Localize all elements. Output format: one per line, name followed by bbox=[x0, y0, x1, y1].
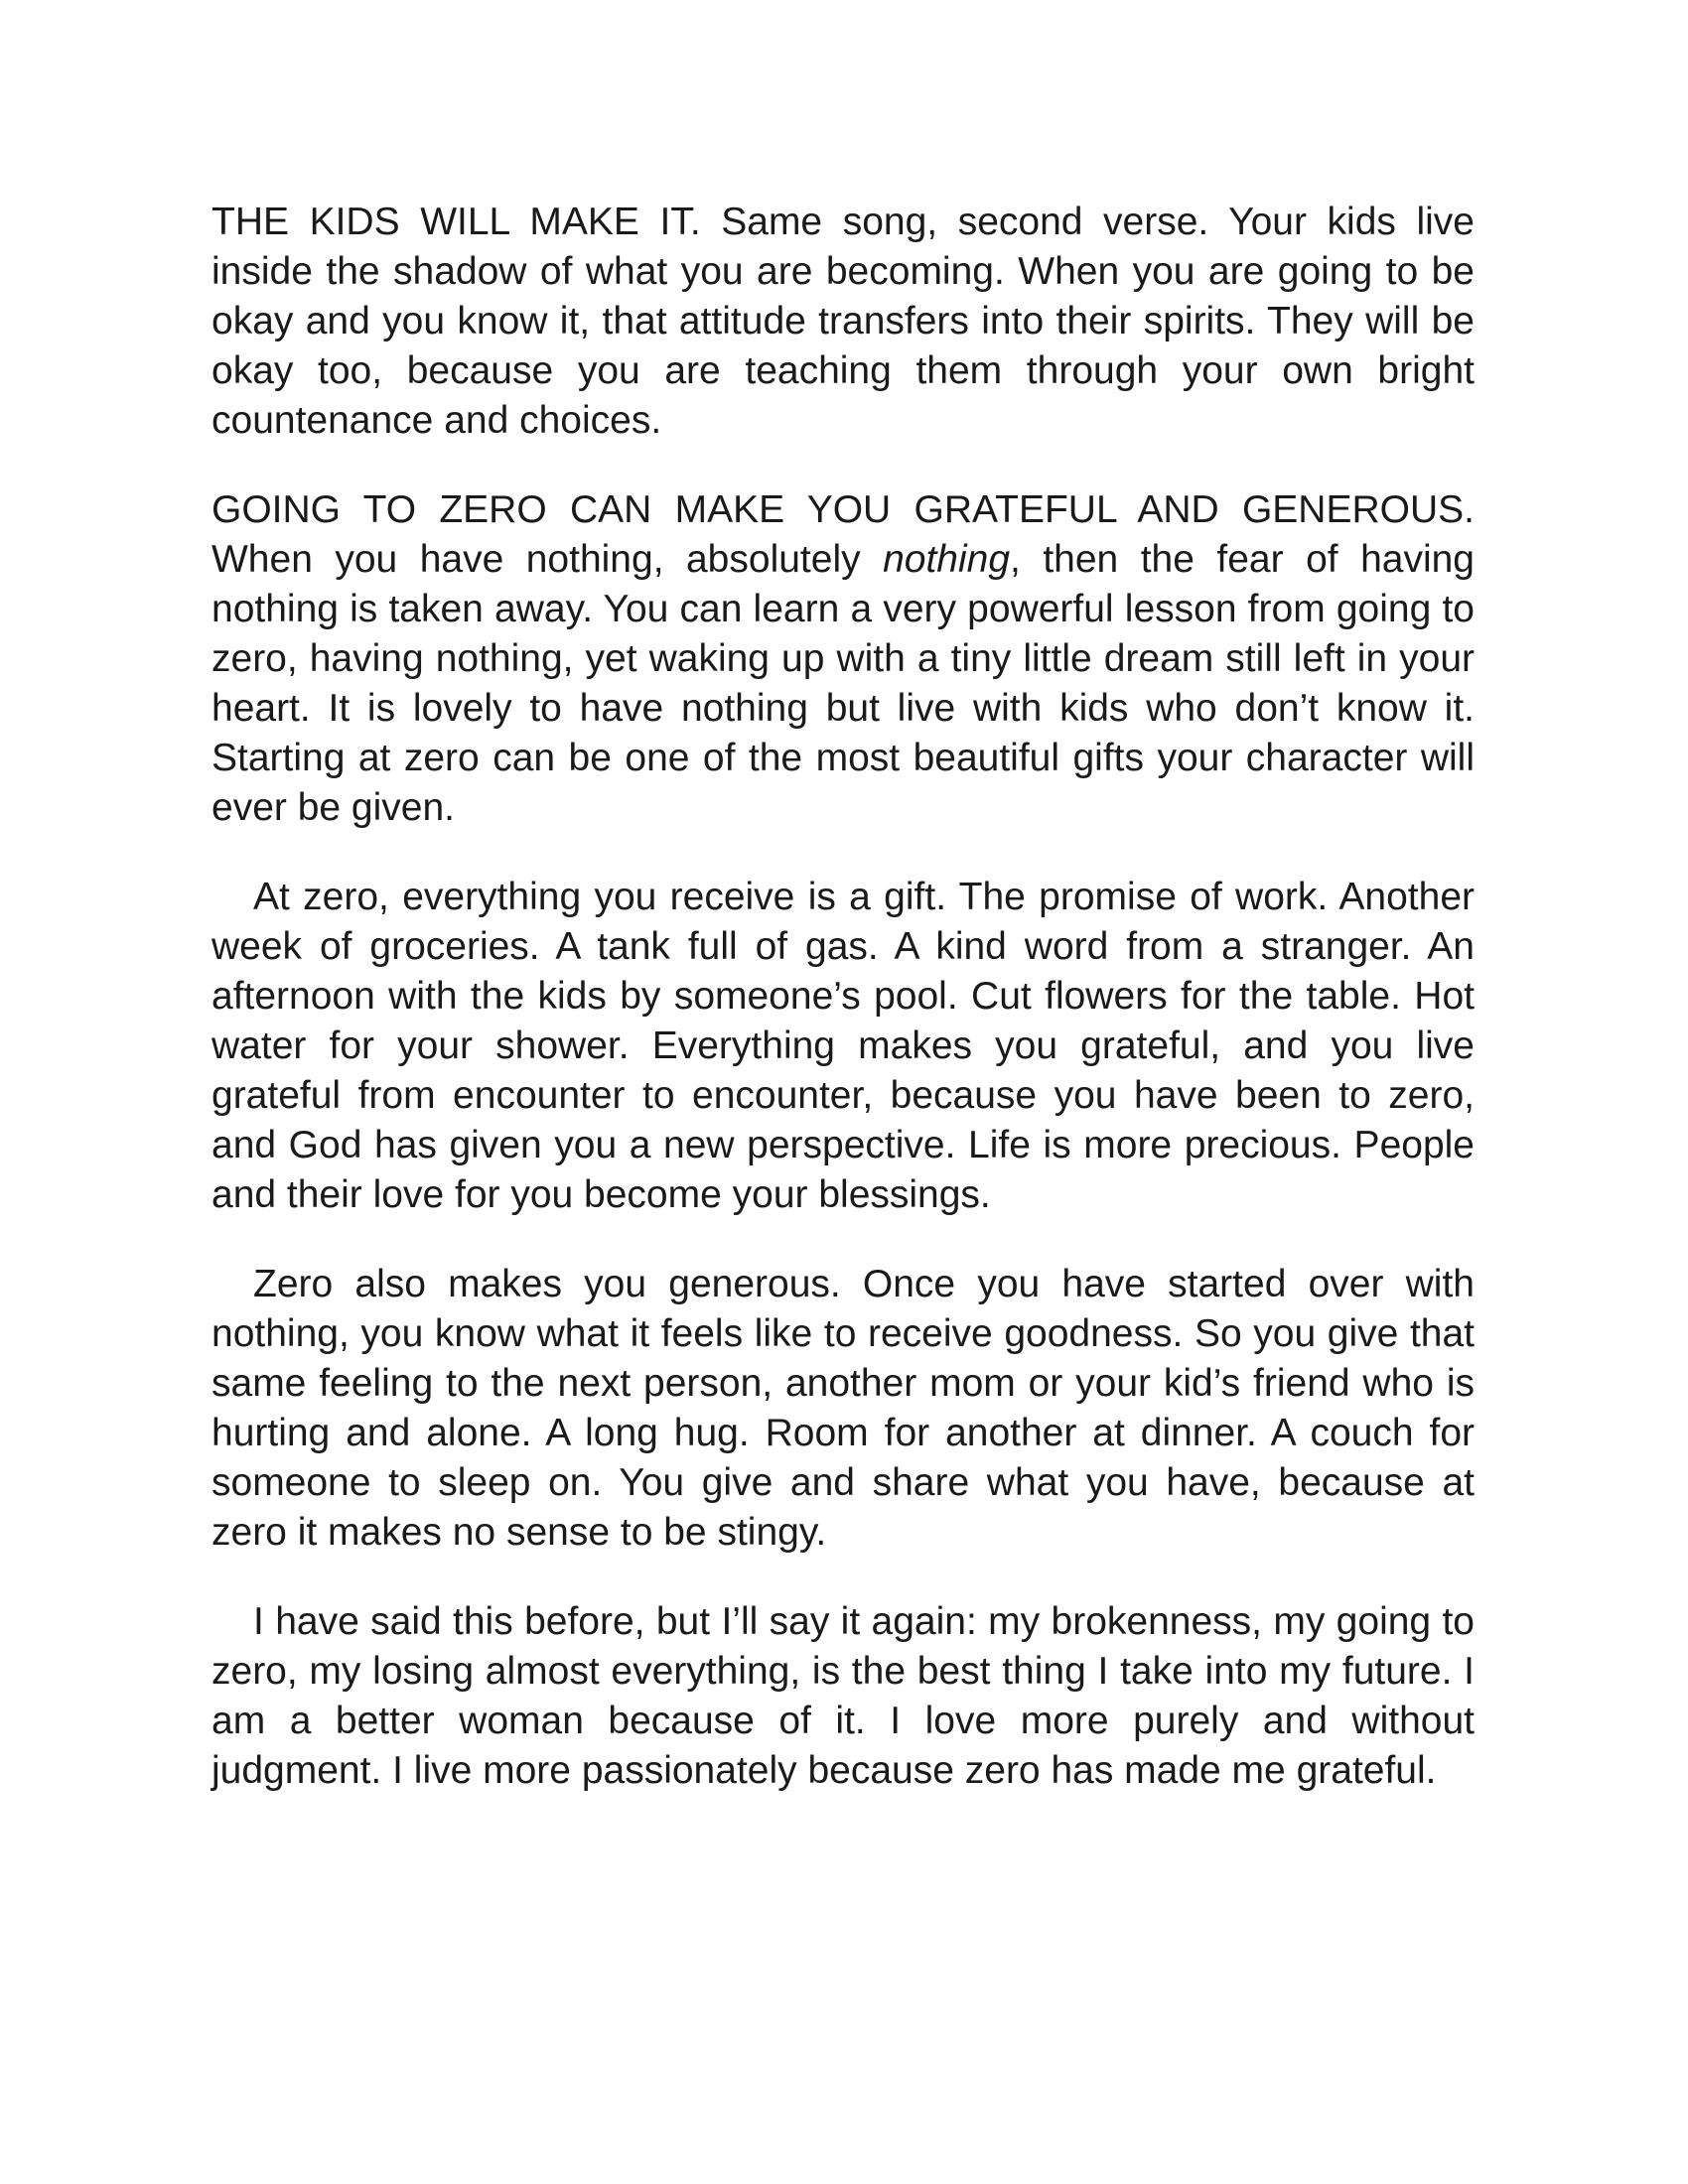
paragraph-going-to-zero-text-end: , then the fear of having nothing is taken away. You can learn a very powerful lesson from going to zero, having nothing, yet waking up with a tiny little dream still left in your heart. It is lovely to have nothing but live with kids who don’t know it. Starting at zero can be one of the most beautiful gifts your character will ever be given. bbox=[211, 538, 1475, 829]
paragraph-kids-will-make-it: THE KIDS WILL MAKE IT. Same song, second verse. Your kids live inside the shadow of what you are becoming. When you are going to be okay and you know it, that attitude transfers into their spirits. They will be okay too, because you are teaching them through your own bright countenance and choices. bbox=[211, 201, 1475, 442]
paragraph-zero-makes-you-generous: Zero also makes you generous. Once you have started over with nothing, you know what it feels like to receive goodness. So you give that same feeling to the next person, another mom or your kid’s friend who is hurting and alone. A long hug. Room for another at dinner. A couch for someone to sleep on. You give and share what you have, because at zero it makes no sense to be stingy. bbox=[211, 1263, 1475, 1554]
paragraph-my-brokenness: I have said this before, but I’ll say it again: my brokenness, my going to zero, my losing almost everything, is the best thing I take into my future. I am a better woman because of it. I love more purely and without judgment. I live more passionately because zero has made me grateful. bbox=[211, 1600, 1475, 1792]
paragraph-going-to-zero bbox=[211, 485, 1475, 833]
paragraph-everything-is-a-gift: At zero, everything you receive is a gift. The promise of work. Another week of groceries. A tank full of gas. A kind word from a stranger. An afternoon with the kids by someone’s pool. Cut flowers for the table. Hot water for your shower. Everything makes you grateful, and you live grateful from encounter to encounter, because you have been to zero, and God has given you a new perspective. Life is more precious. People and their love for you become your blessings. bbox=[211, 876, 1475, 1216]
emphasized-word: nothing bbox=[883, 538, 1011, 581]
paragraph-going-to-zero-text-start: GOING TO ZERO CAN MAKE YOU GRATEFUL AND GENEROUS. When you have nothing, absolutely bbox=[211, 488, 1475, 581]
book-page bbox=[211, 198, 1475, 1836]
